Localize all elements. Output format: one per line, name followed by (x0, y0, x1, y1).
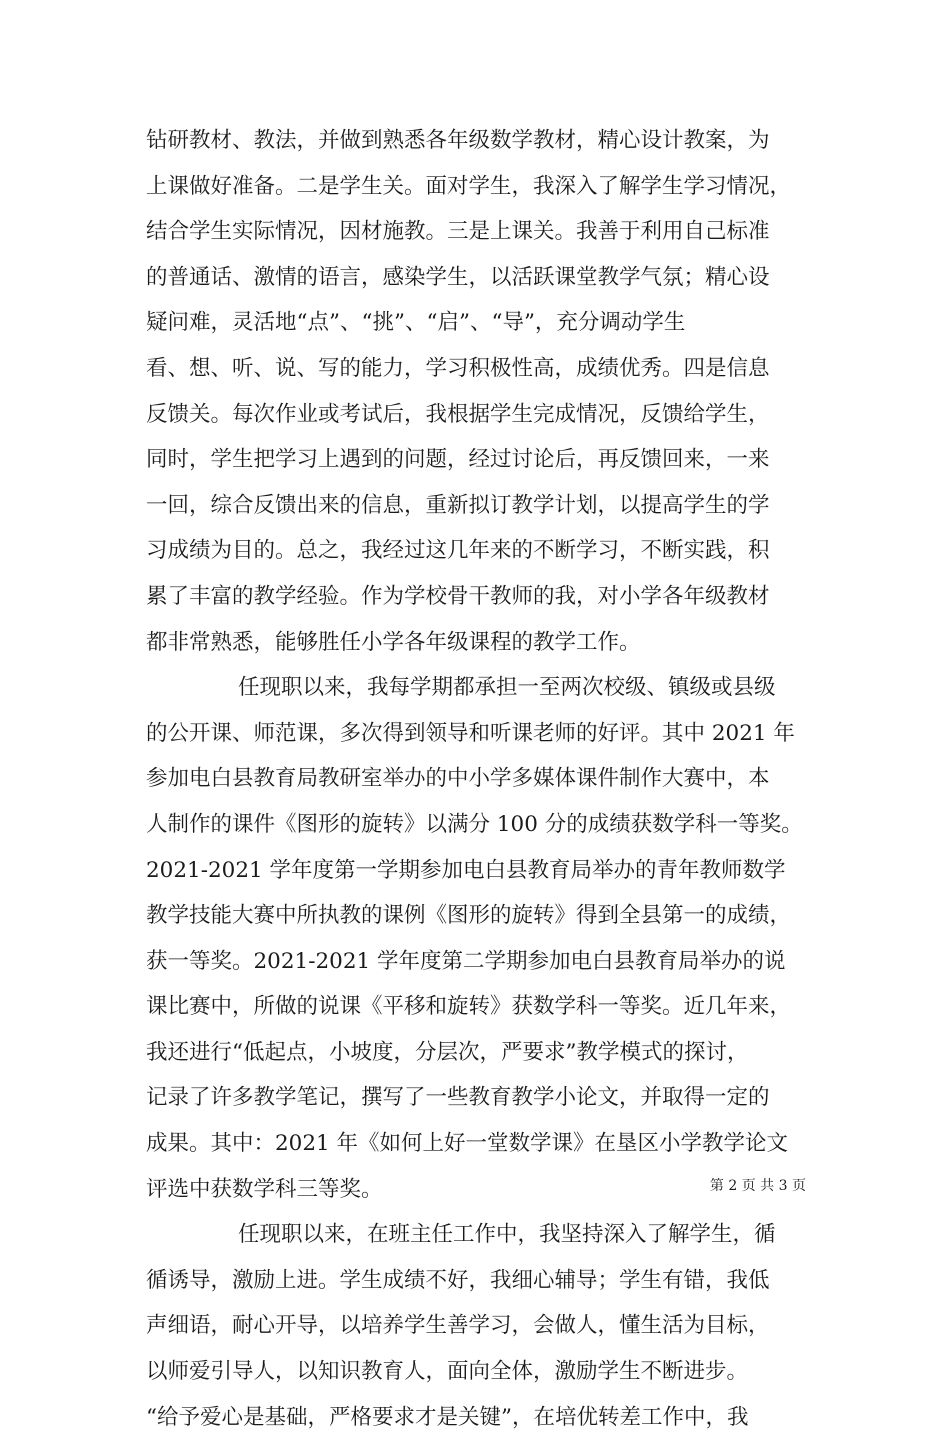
paragraph-start-line: 任现职以来，在班主任工作中，我坚持深入了解学生，循 (238, 1222, 776, 1248)
text-line: 都非常熟悉，能够胜任小学各年级课程的教学工作。 (146, 629, 641, 655)
body-text (146, 118, 806, 1440)
text-line: 同时，学生把学习上遇到的问题，经过讨论后，再反馈回来，一来 (146, 447, 770, 473)
text-line: 以师爱引导人，以知识教育人，面向全体，激励学生不断进步。 (146, 1359, 749, 1385)
text-line: 的公开课、师范课，多次得到领导和听课老师的好评。其中 2021 年 (146, 720, 795, 746)
paragraph-start-line: 任现职以来，我每学期都承担一至两次校级、镇级或县级 (238, 675, 776, 701)
text-line: 累了丰富的教学经验。作为学校骨干教师的我，对小学各年级教材 (146, 583, 770, 609)
text-line: 2021-2021 学年度第一学期参加电白县教育局举办的青年教师数学 (146, 857, 786, 883)
text-line: 获一等奖。2021-2021 学年度第二学期参加电白县教育局举办的说 (146, 948, 786, 974)
text-line: 看、想、听、说、写的能力，学习积极性高，成绩优秀。四是信息 (146, 355, 770, 381)
text-line: 参加电白县教育局教研室举办的中小学多媒体课件制作大赛中，本 (146, 766, 770, 792)
text-line: 疑问难，灵活地“点”、“挑”、“启”、“导”，充分调动学生 (146, 310, 686, 336)
text-line: 记录了许多教学笔记，撰写了一些教育教学小论文，并取得一定的 (146, 1085, 770, 1111)
page-number-footer: 第 2 页 共 3 页 (709, 1178, 806, 1194)
text-line: 教学技能大赛中所执教的课例《图形的旋转》得到全县第一的成绩， (146, 903, 792, 929)
text-line: 人制作的课件《图形的旋转》以满分 100 分的成绩获数学科一等奖。 (146, 811, 803, 837)
text-line: 的普通话、激情的语言，感染学生，以活跃课堂教学气氛；精心设 (146, 264, 770, 290)
text-line: 钻研教材、教法，并做到熟悉各年级数学教材，精心设计教案，为 (146, 128, 770, 153)
text-line: 评选中获数学科三等奖。 (146, 1176, 383, 1202)
text-line: 结合学生实际情况，因材施教。三是上课关。我善于利用自己标准 (146, 219, 770, 245)
text-line: 一回，综合反馈出来的信息，重新拟订教学计划，以提高学生的学 (146, 492, 770, 518)
text-line: 循诱导，激励上进。学生成绩不好，我细心辅导；学生有错，我低 (146, 1267, 770, 1293)
text-line: 反馈关。每次作业或考试后，我根据学生完成情况，反馈给学生， (146, 401, 770, 427)
text-line: 上课做好准备。二是学生关。面对学生，我深入了解学生学习情况， (146, 173, 792, 199)
text-line: 我还进行“低起点，小坡度，分层次，严要求”教学模式的探讨， (146, 1039, 749, 1065)
text-line: 课比赛中，所做的说课《平移和旋转》获数学科一等奖。近几年来， (146, 994, 792, 1020)
text-line: 习成绩为目的。总之，我经过这几年来的不断学习，不断实践，积 (146, 538, 770, 564)
text-line: “给予爱心是基础，严格要求才是关键”，在培优转差工作中，我 (146, 1404, 749, 1430)
text-line: 成果。其中：2021 年《如何上好一堂数学课》在垦区小学教学论文 (146, 1131, 789, 1157)
text-line: 声细语，耐心开导，以培养学生善学习，会做人，懂生活为目标， (146, 1313, 770, 1339)
